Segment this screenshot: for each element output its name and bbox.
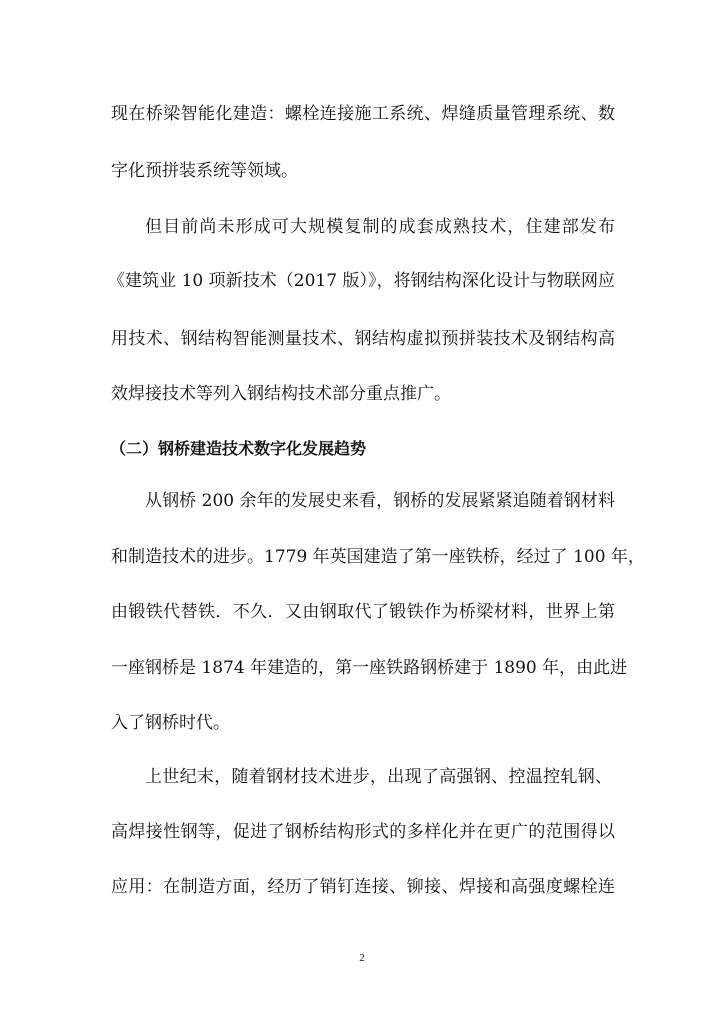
paragraph-line: 由锻铁代替铁．不久．又由钢取代了锻铁作为桥梁材料，世界上第 [111,602,615,622]
paragraph-line: 现在桥梁智能化建造：螺栓连接施工系统、焊缝质量管理系统、数 [111,104,615,124]
paragraph-line: 高焊接性钢等，促进了钢桥结构形式的多样化并在更广的范围得以 [111,822,615,842]
paragraph-line: 《建筑业 10 项新技术（2017 版）》，将钢结构深化设计与物联网应 [108,271,615,291]
paragraph-line: 但目前尚未形成可大规模复制的成套成熟技术，住建部发布 [145,217,615,237]
paragraph-line: 从钢桥 200 余年的发展史来看，钢桥的发展紧紧追随着钢材料 [145,491,615,511]
paragraph-line: 效焊接技术等列入钢结构技术部分重点推广。 [111,384,451,404]
paragraph-line: 上世纪末，随着钢材技术进步，出现了高强钢、控温控轧钢、 [145,767,612,787]
paragraph-line: 应用：在制造方面，经历了销钉连接、铆接、焊接和高强度螺栓连 [111,877,615,897]
page-number: 2 [359,952,365,964]
paragraph-line: 字化预拼装系统等领域。 [111,161,298,181]
section-heading: （二）钢桥建造技术数字化发展趋势 [110,439,367,458]
paragraph-line: 入了钢桥时代。 [111,713,230,733]
paragraph-line: 一座钢桥是 1874 年建造的，第一座铁路钢桥建于 1890 年，由此进 [111,658,628,678]
paragraph-line: 和制造技术的进步。1779 年英国建造了第一座铁桥，经过了 100 年， [111,547,645,567]
paragraph-line: 用技术、钢结构智能测量技术、钢结构虚拟预拼装技术及钢结构高 [111,329,615,349]
